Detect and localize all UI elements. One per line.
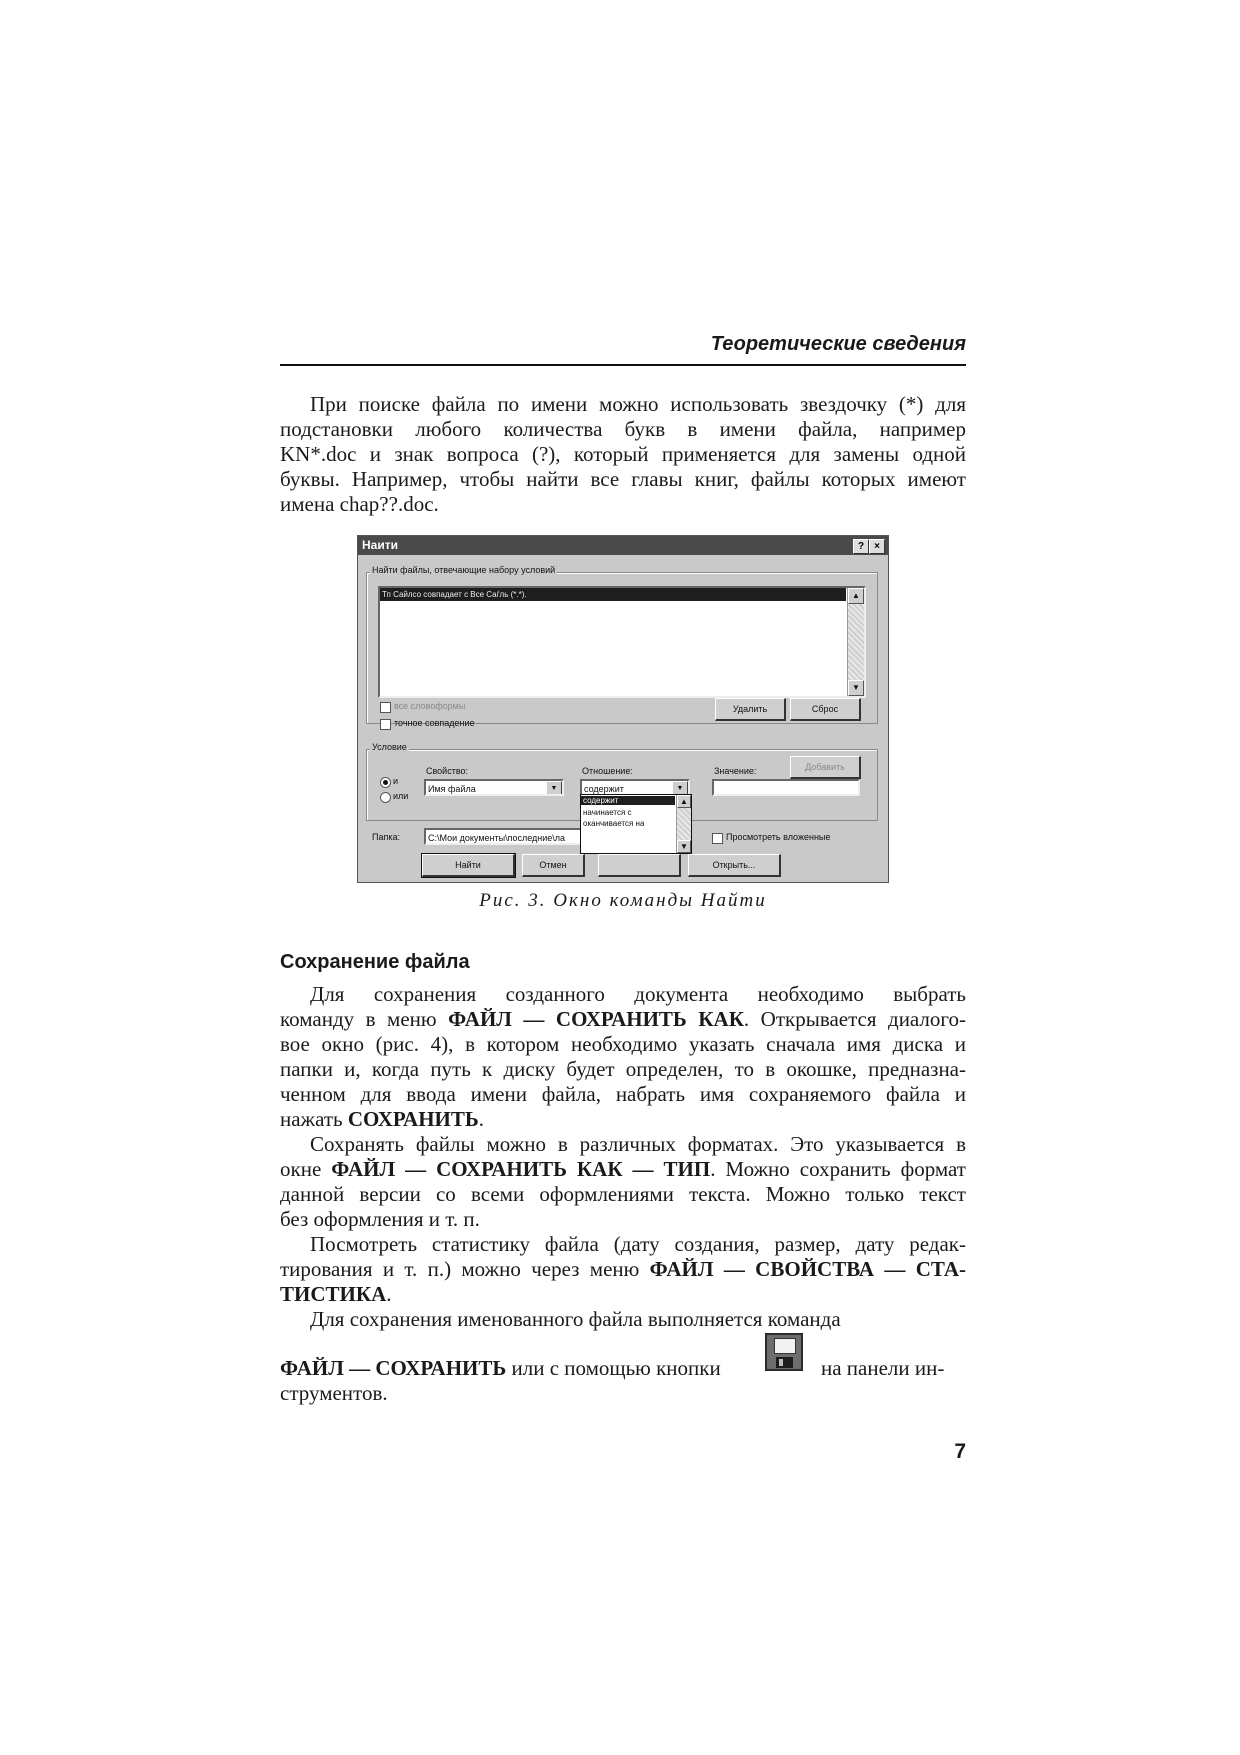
cancel-button[interactable]: Отмен [522,854,585,877]
running-head: Теоретические сведения [710,333,966,355]
open-button[interactable]: Открыть... [688,854,781,877]
paragraph-1 [280,982,966,1132]
paragraph-2 [280,1132,966,1232]
conditions-list[interactable] [378,586,866,698]
scroll-down-icon[interactable]: ▼ [848,680,864,696]
text-line [280,1107,966,1132]
find-dialog-screenshot [357,535,889,883]
text-fragment: . [386,1282,392,1306]
text-fragment: ченном для ввода имени файла, набрать имя сохраняемого файла и [280,1082,966,1106]
relation-value: содержит [584,784,624,794]
dropdown-scrollbar[interactable] [676,795,691,853]
list-scrollbar[interactable] [847,588,864,696]
subfolders-label: Просмотреть вложенные [726,832,831,842]
text-fragment: окне [280,1157,332,1181]
section-title: Сохранение файла [280,951,470,973]
text-line: имена chap??.doc. [280,492,439,516]
add-button[interactable]: Добавить [790,756,861,779]
text-line [280,1307,966,1332]
text-fragment: Для сохранения созданного документа необходимо выбрать [310,982,966,1006]
header-rule [280,364,966,366]
command-text: СОХРАНИТЬ [347,1107,479,1131]
property-select[interactable] [424,779,564,796]
folder-label: Папка: [372,832,400,842]
find-button[interactable]: Найти [422,854,515,877]
conditions-group-label: Найти файлы, отвечающие набору условий [372,565,556,575]
text-fragment: Сохранять файлы можно в различных форматах. Это указывается в [310,1132,966,1156]
scroll-down-icon[interactable]: ▼ [677,840,691,853]
text-fragment: без оформления и т. п. [280,1207,480,1231]
text-line [280,1157,966,1182]
text-line: подстановки любого количества букв в имени файла, например [280,417,966,441]
text-fragment: . [478,1107,485,1131]
intro-paragraph [280,392,966,517]
dialog-titlebar [358,536,888,555]
figure-caption: Рис. 3. Окно команды Найти [479,890,767,911]
floppy-disk-icon [765,1333,803,1371]
command-text: ФАЙЛ — СОХРАНИТЬ КАК [448,1007,744,1031]
and-radio-label: и [393,776,399,786]
exact-match-label: точное совпадение [394,718,475,728]
text-line [280,982,966,1007]
text-fragment: . Можно сохранить формат [710,1157,966,1181]
toolbar-sentence [280,1356,721,1381]
folder-input[interactable]: C:\Мои документы\последние\ла [424,828,584,845]
text-line [280,1282,966,1307]
value-label: Значение: [714,766,757,776]
command-text: ФАЙЛ — СОХРАНИТЬ [280,1356,507,1380]
command-text: ФАЙЛ — СВОЙСТВА — СТА- [649,1257,966,1281]
scroll-up-icon[interactable]: ▲ [677,795,691,808]
help-button[interactable]: ? [853,539,869,554]
command-text: ТИСТИКА [280,1282,387,1306]
close-button[interactable]: × [869,539,885,554]
exact-match-checkbox[interactable] [380,719,391,730]
condition-row[interactable]: Тп Сайлсо совпадает с Все Саѓль (*.*). [380,588,846,601]
text-fragment: Посмотреть статистику файла (дату создания, размер, дату редак- [310,1232,966,1256]
and-radio[interactable] [380,777,391,788]
all-wordforms-checkbox[interactable] [380,702,391,713]
chevron-down-icon[interactable]: ▼ [546,781,562,796]
text-line [280,1082,966,1107]
text-line [280,1257,966,1282]
paragraph-3 [280,1232,966,1307]
text-fragment: данной версии со всеми оформлениями текста. Можно только текст [280,1182,966,1206]
property-label: Свойство: [426,766,469,776]
text-fragment: вое окно (рис. 4), в котором необходимо указать сначала имя диска и [280,1032,966,1056]
text-line [280,1032,966,1057]
value-input[interactable] [712,779,860,796]
text-line [280,1182,966,1207]
scroll-up-icon[interactable]: ▲ [848,588,864,604]
all-wordforms-label: все словоформы [394,701,466,711]
text-fragment: . Открывается диалого- [743,1007,966,1031]
or-radio-label: или [393,791,409,801]
relation-label: Отношение: [582,766,633,776]
text-line: буквы. Например, чтобы найти все главы книг, файлы которых имеют [280,467,966,491]
relation-dropdown-list[interactable] [580,794,692,854]
text-line: При поиске файла по имени можно использовать звездочку (*) для [310,392,966,416]
text-line: струментов. [280,1381,388,1405]
text-line [280,1057,966,1082]
chevron-down-icon[interactable]: ▼ [672,781,688,796]
text-fragment: нажать [280,1107,348,1131]
text-line [280,1132,966,1157]
delete-button[interactable]: Удалить [715,698,786,721]
dropdown-option[interactable]: содержит [581,796,675,805]
text-fragment: или с помощью кнопки [506,1356,721,1380]
text-line [280,1007,966,1032]
text-fragment: папки и, когда путь к диску будет определен, то в окошке, предназна- [280,1057,966,1081]
dialog-title: Наити [362,538,398,552]
text-fragment: Для сохранения именованного файла выполняется команда [310,1307,841,1331]
condition-group-label: Условие [372,742,407,752]
command-text: ФАЙЛ — СОХРАНИТЬ КАК — ТИП [331,1157,711,1181]
page-number: 7 [954,1440,966,1463]
subfolders-checkbox[interactable] [712,833,723,844]
text-line: KN*.doc и знак вопроса (?), который применяется для замены одной [280,442,966,466]
text-fragment: на панели ин- [821,1356,945,1380]
text-line [280,1232,966,1257]
text-fragment: команду в меню [280,1007,449,1031]
dropdown-option[interactable]: оканчивается на [583,819,645,828]
text-fragment: тирования и т. п.) можно через меню [280,1257,650,1281]
or-radio[interactable] [380,792,391,803]
property-value: Имя файла [428,784,476,794]
dropdown-option[interactable]: начинается с [583,808,632,817]
reset-button[interactable]: Сброс [790,698,861,721]
save-search-button[interactable] [598,854,681,877]
text-line [280,1207,966,1232]
paragraph-4 [280,1307,966,1332]
